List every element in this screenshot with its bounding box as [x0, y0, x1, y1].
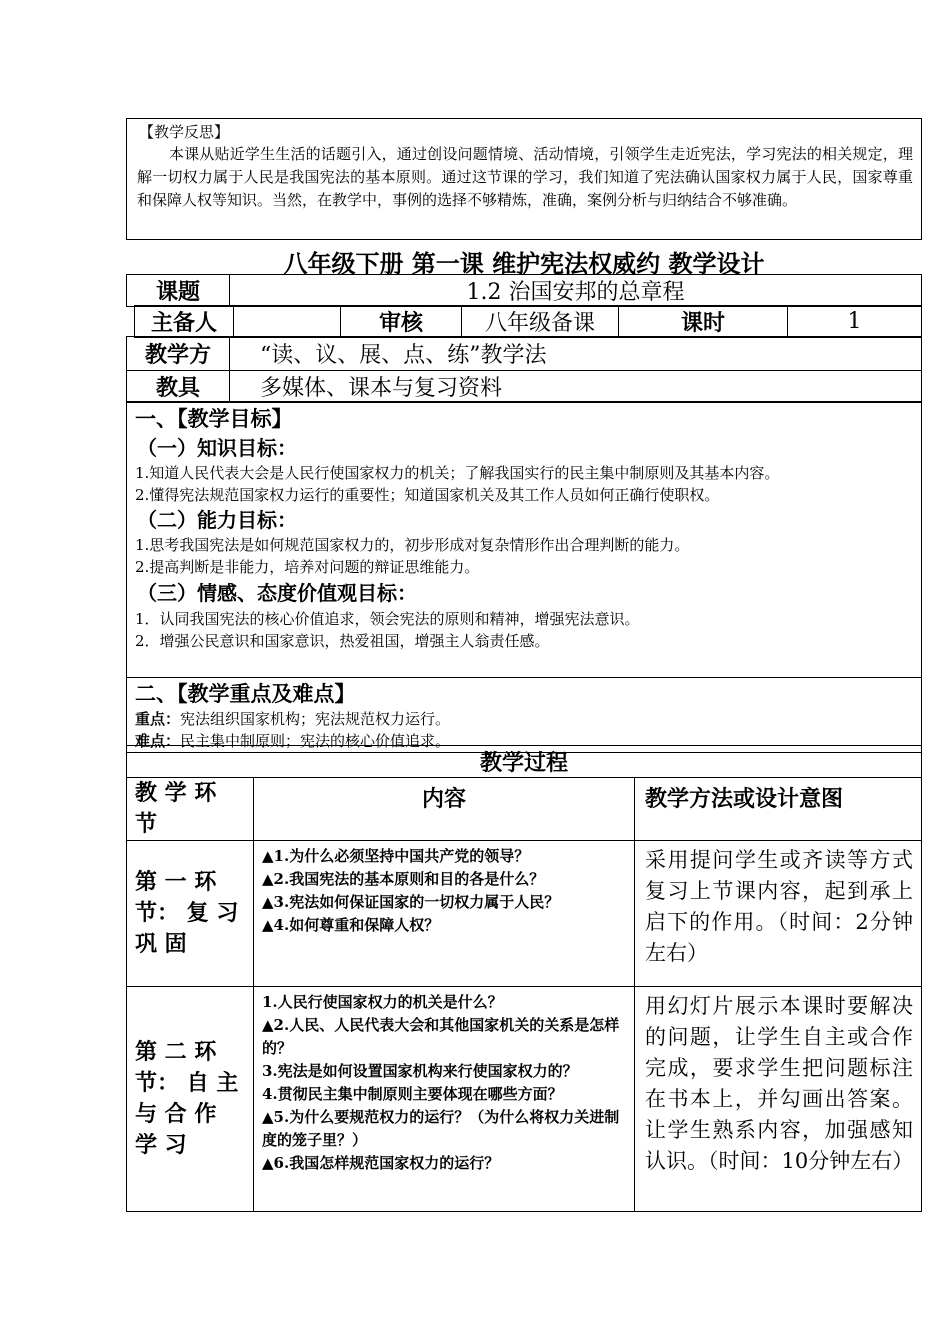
diff-text: 民主集中制原则；宪法的核心价值追求。: [180, 732, 451, 750]
key-point: [135, 708, 915, 730]
stage-review: 第 一 环 节： 复 习 巩 固: [127, 841, 254, 987]
content-item: 4.贯彻民主集中制原则主要体现在哪些方面？: [262, 1085, 563, 1103]
knowledge-item: 1.知道人民代表大会是人民行使国家权力的机关；了解我国实行的民主集中制原则及其基本内容。: [135, 464, 780, 482]
content-item: 1.人民行使国家权力的机关是什么？: [262, 993, 503, 1011]
method-table: [126, 336, 922, 403]
period-label: 课时: [619, 306, 788, 338]
content-item: ▲6.我国怎样规范国家权力的运行？: [262, 1154, 500, 1172]
knowledge-item: 2.懂得宪法规范国家权力运行的重要性；知道国家机关及其工作人员如何正确行使职权。: [135, 486, 720, 504]
emotion-heading: （三）情感、态度价值观目标：: [137, 581, 417, 605]
content-item: ▲4.如何尊重和保障人权？: [262, 916, 440, 934]
reflection-heading: 【教学反思】: [139, 123, 230, 141]
reflection-box: [126, 118, 922, 240]
content-review: [254, 841, 635, 987]
content-item: ▲3.宪法如何保证国家的一切权力属于人民？: [262, 893, 560, 911]
method-label: 教学方: [127, 337, 230, 371]
tools-value: 多媒体、课本与复习资料: [230, 371, 922, 403]
content-item: ▲1.为什么必须坚持中国共产党的领导？: [262, 847, 530, 865]
tools-label: 教具: [127, 371, 230, 403]
knowledge-heading: （一）知识目标：: [137, 436, 297, 460]
stage-self-study: 第 二 环 节： 自 主 与 合 作 学 习: [127, 987, 254, 1212]
review-label: 审核: [341, 306, 462, 338]
method-review: 采用提问学生或齐读等方式复习上节课内容，起到承上启下的作用。（时间：2分钟左右）: [635, 841, 922, 987]
content-item: ▲5.为什么要规范权力的运行？（为什么将权力关进制度的笼子里？）: [262, 1108, 620, 1149]
method-self-study: 用幻灯片展示本课时要解决的问题，让学生自主或合作完成，要求学生把问题标注在书本上，并勾画出答案。让学生熟系内容，加强感知认识。（时间：10分钟左右）: [635, 987, 922, 1212]
review-value: 八年级备课: [462, 306, 619, 338]
topic-label: 课题: [127, 275, 230, 307]
content-item: 3.宪法是如何设置国家机构来行使国家权力的？: [262, 1062, 578, 1080]
process-table: [126, 745, 922, 1212]
topic-value: 1.2 治国安邦的总章程: [230, 275, 922, 307]
col-method-header: 教学方法或设计意图: [635, 778, 922, 841]
preparer-value: [234, 306, 341, 338]
preparer-label: 主备人: [135, 306, 234, 338]
meta-table: [134, 305, 922, 338]
emotion-item: 1．认同我国宪法的核心价值追求，领会宪法的原则和精神，增强宪法意识。: [135, 610, 640, 628]
process-heading: 教学过程: [127, 746, 922, 778]
key-text: 宪法组织国家机构；宪法规范权力运行。: [180, 710, 451, 728]
ability-heading: （二）能力目标：: [137, 508, 297, 532]
diff-label: 难点：: [135, 732, 181, 750]
method-value: “读、议、展、点、练”教学法: [230, 337, 922, 371]
key-label: 重点：: [135, 710, 181, 728]
keypoints-cell: [127, 678, 922, 753]
goals-heading: 一、【教学目标】: [135, 406, 293, 431]
content-item: ▲2.人民、人民代表大会和其他国家机关的关系是怎样的？: [262, 1016, 620, 1057]
goals-table: [126, 401, 922, 753]
info-table: [126, 274, 922, 307]
col-content-header: 内容: [254, 778, 635, 841]
ability-item: 1.思考我国宪法是如何规范国家权力的，初步形成对复杂情形作出合理判断的能力。: [135, 536, 690, 554]
keypoints-heading: 二、【教学重点及难点】: [135, 681, 356, 706]
page-title: 八年级下册 第一课 维护宪法权威约 教学设计: [283, 249, 765, 278]
content-self-study: [254, 987, 635, 1212]
goals-cell: [127, 402, 922, 678]
period-value: 1: [788, 306, 922, 338]
reflection-body: 本课从贴近学生生活的话题引入，通过创设问题情境、活动情境，引领学生走近宪法，学习宪法的相关规定，理解一切权力属于人民是我国宪法的基本原则。通过这节课的学习，我们知道了宪法确认国家权力属于人民，国家尊重和保障人权等知识。当然，在教学中，事例的选择不够精炼，准确，案例分析与归纳结合不够准确。: [137, 145, 913, 209]
col-stage-header: 教 学 环 节: [127, 778, 254, 841]
ability-item: 2.提高判断是非能力，培养对问题的辩证思维能力。: [135, 558, 480, 576]
emotion-item: 2．增强公民意识和国家意识，热爱祖国，增强主人翁责任感。: [135, 632, 550, 650]
content-item: ▲2.我国宪法的基本原则和目的各是什么？: [262, 870, 545, 888]
